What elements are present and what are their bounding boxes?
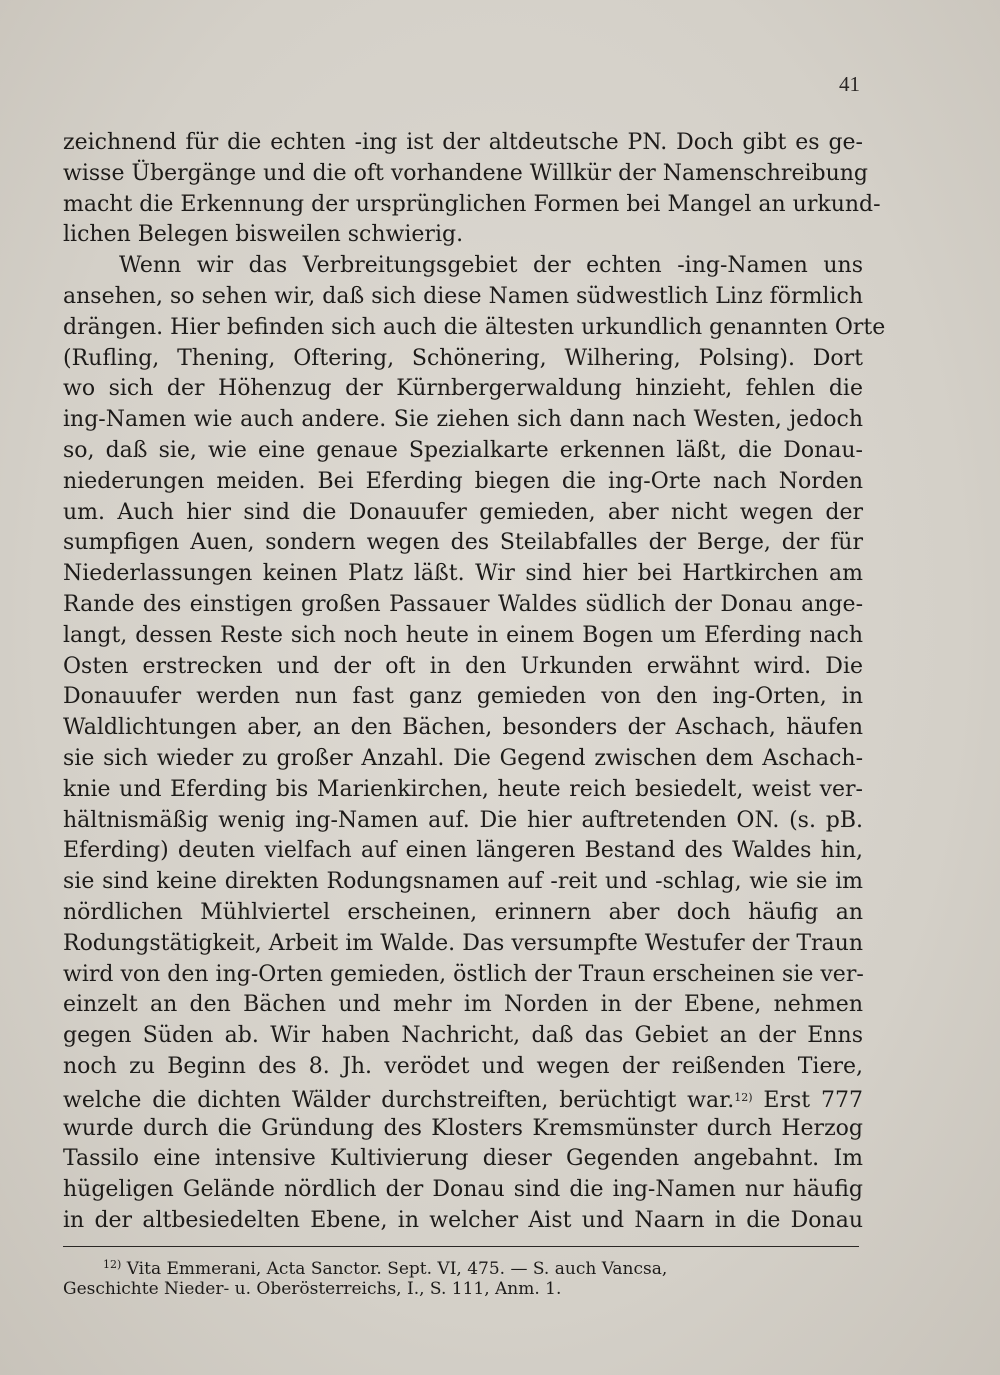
text-line: Rande des einstigen großen Passauer Waldes südlich der Donau ange- [63, 591, 863, 617]
text-line: sie sich wieder zu großer Anzahl. Die Gegend zwischen dem Aschach- [63, 745, 863, 771]
text-line: Rodungstätigkeit, Arbeit im Walde. Das versumpfte Westufer der Traun [63, 930, 863, 956]
text-line: knie und Eferding bis Marienkirchen, heute reich besiedelt, weist ver- [63, 776, 863, 802]
text-line: sie sind keine direkten Rodungsnamen auf -reit und -schlag, wie sie im [63, 869, 863, 895]
text-line: Tassilo eine intensive Kultivierung dieser Gegenden angebahnt. Im [63, 1146, 863, 1172]
text-line-with-footnote-ref [63, 1083, 863, 1114]
text-line: einzelt an den Bächen und mehr im Norden in der Ebene, nehmen [63, 992, 863, 1018]
text-line: Osten erstrecken und der oft in den Urkunden erwähnt wird. Die [63, 653, 863, 679]
text-line: Niederlassungen keinen Platz läßt. Wir sind hier bei Hartkirchen am [63, 561, 863, 587]
text-line: ansehen, so sehen wir, daß sich diese Namen südwestlich Linz förmlich [63, 283, 863, 309]
text-line: so, daß sie, wie eine genaue Spezialkarte erkennen läßt, die Donau- [63, 437, 863, 463]
text-line: ing-Namen wie auch andere. Sie ziehen sich dann nach Westen, jedoch [63, 407, 863, 433]
footnotes [63, 1252, 863, 1302]
footnote-divider [63, 1246, 859, 1247]
footnote-reference: 12) [734, 1090, 753, 1104]
line-text: welche die dichten Wälder durchstreiften, berüchtigt war. [63, 1087, 735, 1113]
text-line: drängen. Hier befinden sich auch die ältesten urkundlich genannten Orte [63, 314, 886, 340]
text-line: macht die Erkennung der ursprünglichen Formen bei Mangel an urkund- [63, 191, 881, 217]
text-line: um. Auch hier sind die Donauufer gemieden, aber nicht wegen der [63, 499, 863, 525]
footnote-line [63, 1252, 863, 1277]
page-number: 41 [839, 72, 860, 96]
footnote-line: Geschichte Nieder- u. Oberösterreichs, I., S. 111, Anm. 1. [63, 1279, 562, 1299]
text-line: Eferding) deuten vielfach auf einen längeren Bestand des Waldes hin, [63, 838, 863, 864]
footnote-marker: 12) [103, 1258, 122, 1271]
text-line: sumpfigen Auen, sondern wegen des Steilabfalles der Berge, der für [63, 530, 863, 556]
text-line: in der altbesiedelten Ebene, in welcher Aist und Naarn in die Donau [63, 1207, 863, 1233]
text-line: Waldlichtungen aber, an den Bächen, besonders der Aschach, häufen [63, 715, 863, 741]
text-line: (Rufling, Thening, Oftering, Schönering, Wilhering, Polsing). Dort [63, 345, 863, 371]
text-line: wurde durch die Gründung des Klosters Kremsmünster durch Herzog [63, 1115, 863, 1141]
text-line: hügeligen Gelände nördlich der Donau sind die ing-Namen nur häufig [63, 1177, 863, 1203]
text-line: niederungen meiden. Bei Eferding biegen die ing-Orte nach Norden [63, 468, 863, 494]
text-line: zeichnend für die echten -ing ist der altdeutsche PN. Doch gibt es ge- [63, 130, 863, 155]
text-line: Donauufer werden nun fast ganz gemieden von den ing-Orten, in [63, 684, 863, 710]
text-line: lichen Belegen bisweilen schwierig. [63, 222, 464, 248]
text-line: hältnismäßig wenig ing-Namen auf. Die hier auftretenden ON. (s. pB. [63, 807, 863, 833]
text-line: Wenn wir das Verbreitungsgebiet der echten -ing-Namen uns [119, 253, 863, 279]
text-line: wo sich der Höhenzug der Kürnbergerwaldung hinzieht, fehlen die [63, 376, 863, 402]
main-text [63, 128, 886, 1237]
text-line: wisse Übergänge und die oft vorhandene Willkür der Namenschreibung [63, 160, 869, 186]
footnote-text: Vita Emmerani, Acta Sanctor. Sept. VI, 475. — S. auch Vancsa, [126, 1259, 668, 1279]
text-line: gegen Süden ab. Wir haben Nachricht, daß das Gebiet an der Enns [63, 1023, 863, 1049]
text-line: nördlichen Mühlviertel erscheinen, erinnern aber doch häufig an [63, 899, 863, 925]
line-text-tail: Erst 777 [752, 1087, 863, 1113]
text-line: noch zu Beginn des 8. Jh. verödet und wegen der reißenden Tiere, [63, 1053, 863, 1079]
text-line: wird von den ing-Orten gemieden, östlich der Traun erscheinen sie ver- [63, 961, 864, 987]
text-line: langt, dessen Reste sich noch heute in einem Bogen um Eferding nach [63, 622, 863, 648]
